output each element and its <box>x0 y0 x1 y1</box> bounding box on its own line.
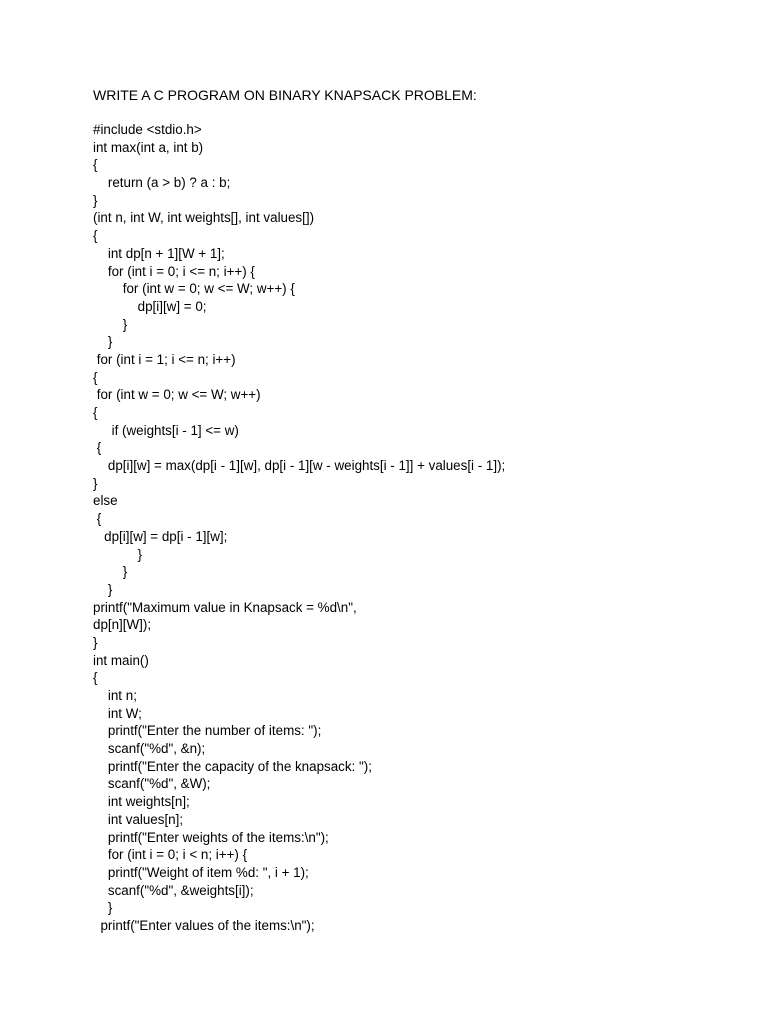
code-line: dp[i][w] = 0; <box>93 298 207 314</box>
code-line: printf("Enter the capacity of the knapsack: "); <box>93 758 372 774</box>
document-title: WRITE A C PROGRAM ON BINARY KNAPSACK PROBLEM: <box>93 87 477 103</box>
code-line: } <box>93 192 98 208</box>
code-line: { <box>93 369 98 385</box>
code-line: #include <stdio.h> <box>93 122 202 137</box>
code-line: scanf("%d", &weights[i]); <box>93 882 254 898</box>
code-line: } <box>93 334 113 350</box>
code-line: int main() <box>93 652 149 668</box>
code-line: dp[i][w] = dp[i - 1][w]; <box>93 528 228 544</box>
code-line: int n; <box>93 688 137 703</box>
code-line: } <box>93 564 128 580</box>
code-line: for (int i = 0; i < n; i++) { <box>93 847 248 863</box>
code-line: { <box>93 670 98 686</box>
code-line: { <box>93 157 98 173</box>
code-line: { <box>93 440 102 456</box>
code-line: printf("Enter the number of items: "); <box>93 723 322 739</box>
code-line: for (int w = 0; w <= W; w++) { <box>93 281 295 297</box>
code-line: scanf("%d", &n); <box>93 741 206 757</box>
code-block <box>93 121 753 935</box>
code-line: { <box>93 228 98 244</box>
code-line: dp[n][W]); <box>93 617 152 633</box>
code-line: for (int i = 0; i <= n; i++) { <box>93 263 255 279</box>
code-line: printf("Enter weights of the items:\n"); <box>93 829 329 845</box>
code-line: } <box>93 634 98 650</box>
code-line: dp[i][w] = max(dp[i - 1][w], dp[i - 1][w - weights[i - 1]] + values[i - 1]); <box>93 458 506 474</box>
code-line: for (int i = 1; i <= n; i++) <box>93 351 236 367</box>
code-line: for (int w = 0; w <= W; w++) <box>93 387 261 403</box>
code-line: { <box>93 405 98 420</box>
code-line: else <box>93 493 118 509</box>
code-line: int values[n]; <box>93 811 184 827</box>
code-line: return (a > b) ? a : b; <box>93 175 231 191</box>
code-line: } <box>93 581 113 597</box>
code-line: } <box>93 475 98 491</box>
code-line: } <box>93 546 143 562</box>
code-line: printf("Maximum value in Knapsack = %d\n", <box>93 599 357 615</box>
code-line: if (weights[i - 1] <= w) <box>93 422 239 438</box>
code-line: } <box>93 316 128 332</box>
code-line: printf("Weight of item %d: ", i + 1); <box>93 864 309 880</box>
code-line: int weights[n]; <box>93 794 190 810</box>
code-line: { <box>93 511 102 527</box>
code-line: (int n, int W, int weights[], int values[]) <box>93 210 315 226</box>
code-line: } <box>93 900 113 916</box>
code-line: int dp[n + 1][W + 1]; <box>93 245 225 261</box>
code-line: printf("Enter values of the items:\n"); <box>93 917 315 933</box>
code-line: int W; <box>93 705 142 721</box>
code-line: scanf("%d", &W); <box>93 776 211 792</box>
code-line: int max(int a, int b) <box>93 139 204 155</box>
